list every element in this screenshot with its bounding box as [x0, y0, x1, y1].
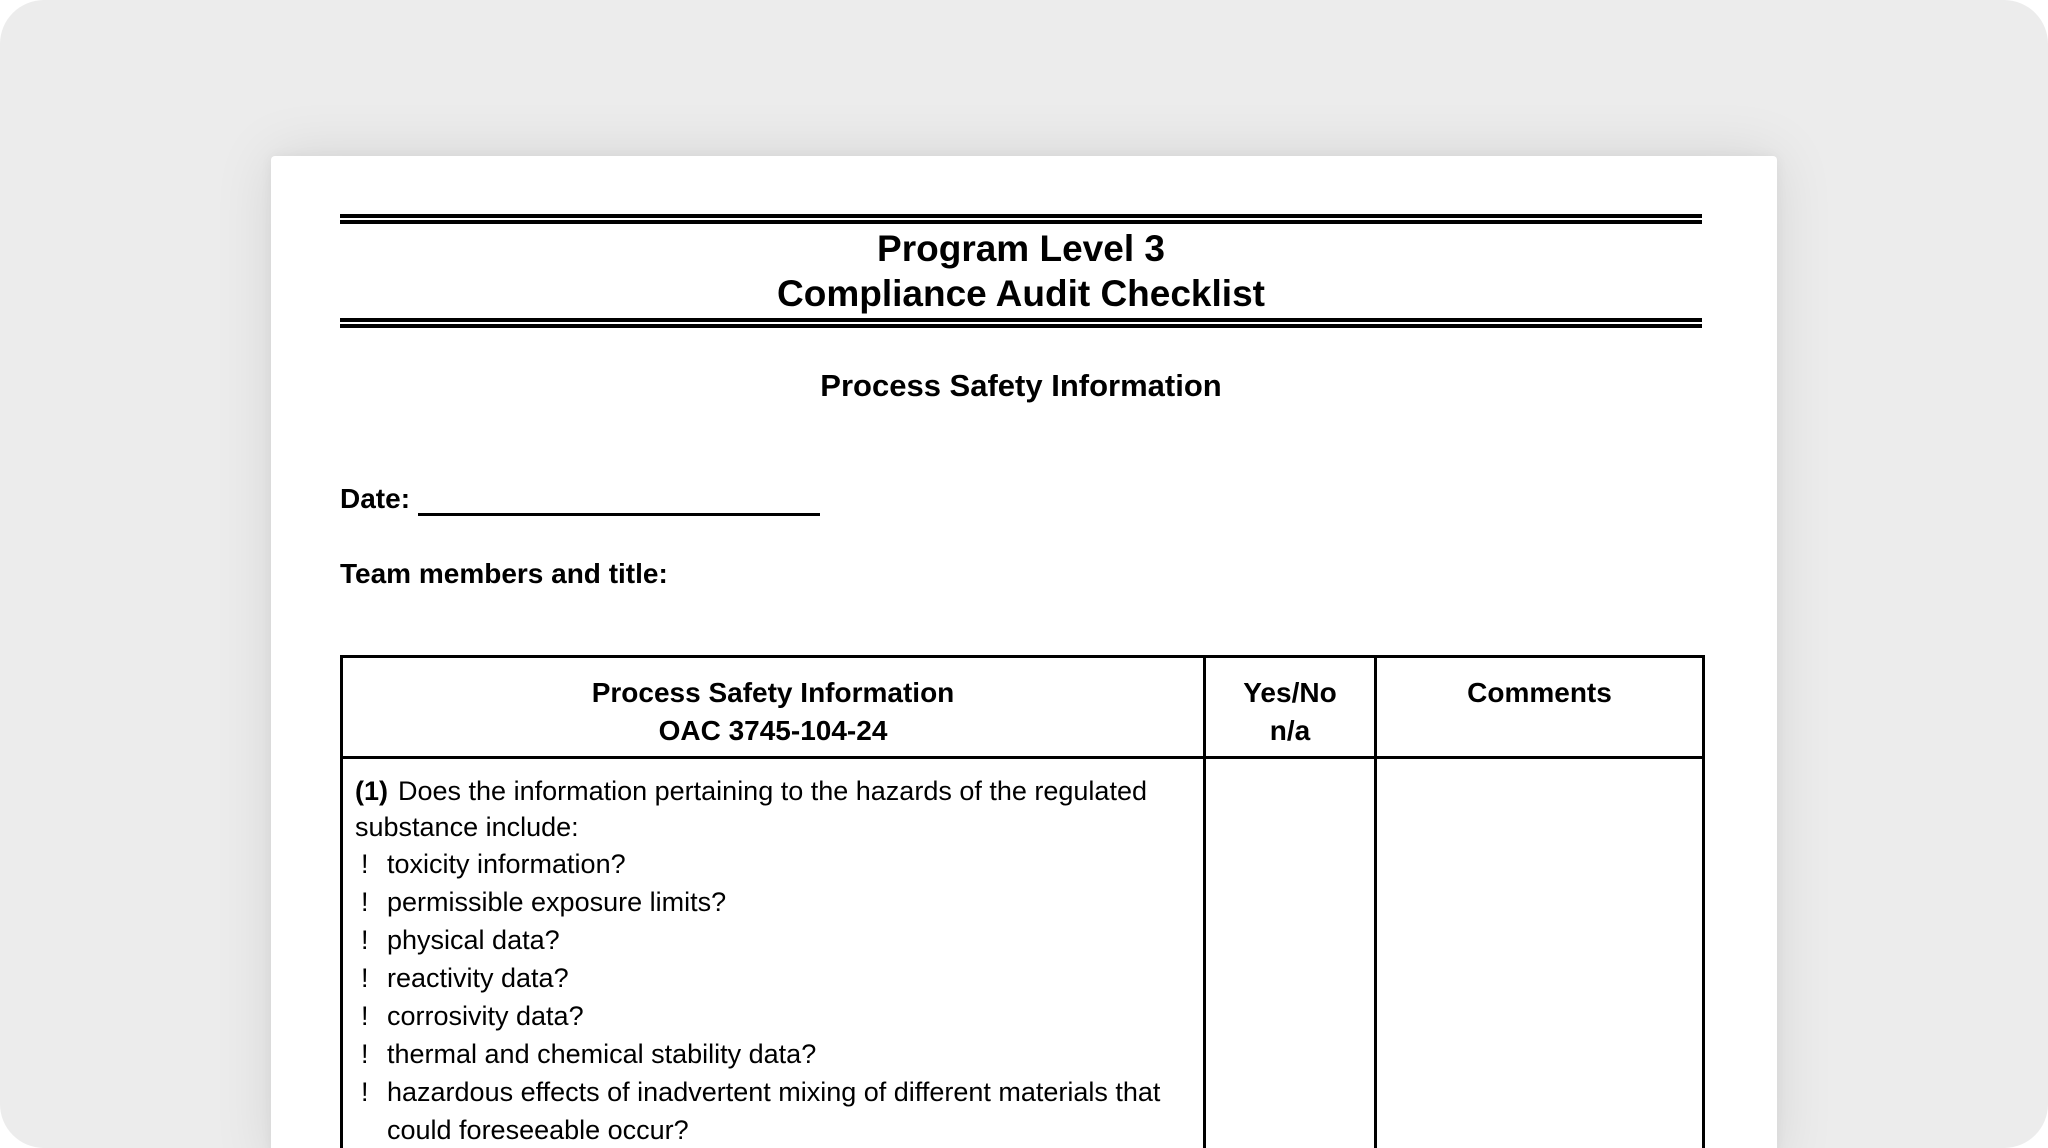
table-row [342, 758, 1704, 1148]
list-item-text: toxicity information? [387, 849, 626, 879]
bullet-marker: ! [361, 1039, 369, 1069]
comments-cell[interactable] [1376, 758, 1704, 1148]
list-item-text: physical data? [387, 925, 560, 955]
question-text [355, 773, 1193, 845]
header-col1-line1: Process Safety Information [591, 677, 955, 708]
question-number: (1) [355, 776, 388, 806]
title-line-2: Compliance Audit Checklist [777, 273, 1265, 314]
list-item [355, 883, 1193, 921]
date-blank-line [418, 489, 820, 516]
date-label: Date: [340, 483, 411, 514]
header-process-safety-information [342, 657, 1205, 758]
list-item-text: hazardous effects of inadvertent mixing of different materials that could foreseeable occur? [387, 1077, 1161, 1145]
page-content [340, 214, 1702, 1145]
top-double-rule [340, 214, 1702, 224]
table-header-row [342, 657, 1704, 758]
list-item [355, 997, 1193, 1035]
question-cell [342, 758, 1205, 1148]
header-col1-line2: OAC 3745-104-24 [658, 715, 888, 746]
list-item-text: thermal and chemical stability data? [387, 1039, 817, 1069]
header-yes-no [1205, 657, 1376, 758]
list-item [355, 959, 1193, 997]
list-item [355, 845, 1193, 883]
list-item-text: reactivity data? [387, 963, 569, 993]
section-title: Process Safety Information [820, 368, 1222, 403]
list-item-text: corrosivity data? [387, 1001, 584, 1031]
bullet-marker: ! [361, 963, 369, 993]
yes-no-cell[interactable] [1205, 758, 1376, 1148]
bullet-marker: ! [361, 925, 369, 955]
question-body: Does the information pertaining to the hazards of the regulated substance include: [355, 776, 1147, 842]
document-page [271, 156, 1777, 1148]
list-item [355, 1035, 1193, 1073]
list-item-text: permissible exposure limits? [387, 887, 727, 917]
title-line-1: Program Level 3 [877, 228, 1165, 269]
document-title [340, 224, 1702, 318]
bullet-marker: ! [361, 887, 369, 917]
bullet-marker: ! [361, 1001, 369, 1031]
bottom-double-rule [340, 318, 1702, 328]
list-item [355, 1073, 1193, 1148]
header-col2-line2: n/a [1269, 715, 1311, 746]
date-row [340, 482, 1702, 516]
list-item [355, 921, 1193, 959]
audit-checklist-table [340, 655, 1705, 1148]
header-comments: Comments [1376, 657, 1704, 758]
bullet-marker: ! [361, 849, 369, 879]
bullet-marker: ! [361, 1077, 369, 1107]
team-members-label: Team members and title: [340, 558, 668, 589]
header-col2-line1: Yes/No [1243, 677, 1337, 708]
